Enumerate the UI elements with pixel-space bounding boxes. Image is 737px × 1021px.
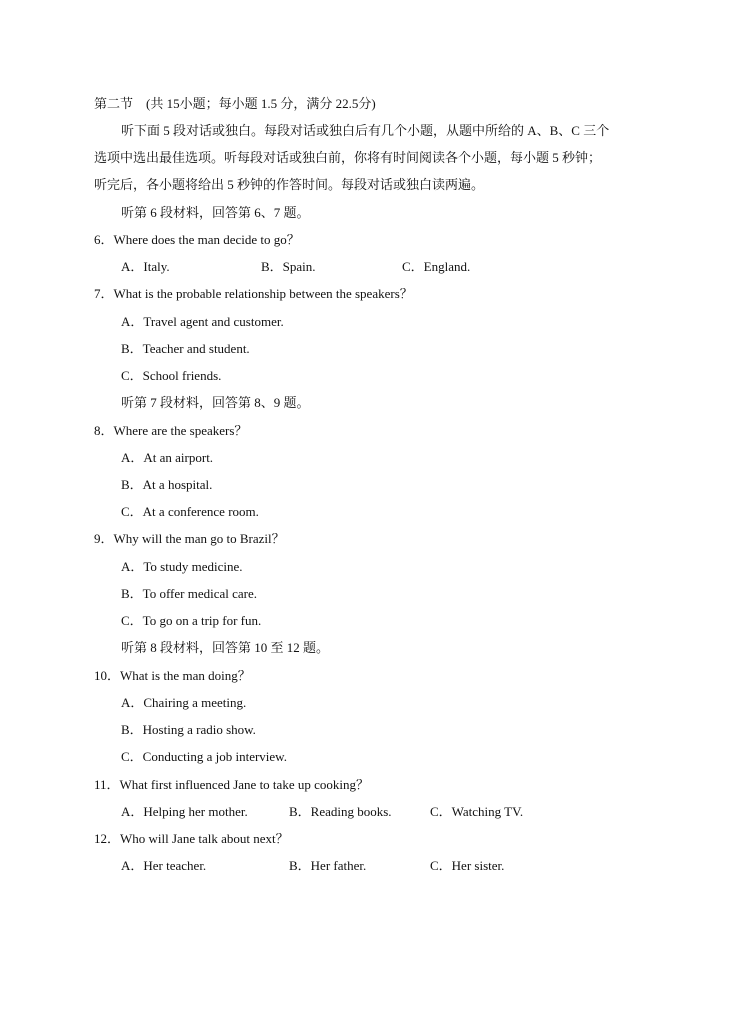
question-7: 7．What is the probable relationship between the speakers？: [94, 286, 413, 301]
question-6-option-b: B．Spain.: [261, 259, 316, 274]
question-10: 10．What is the man doing？: [94, 668, 251, 683]
question-7-option-a: A．Travel agent and customer.: [121, 314, 284, 329]
question-9: 9．Why will the man go to Brazil？: [94, 531, 285, 546]
question-8: 8．Where are the speakers？: [94, 423, 248, 438]
material-8-intro: 听第 8 段材料，回答第 10 至 12 题。: [121, 640, 330, 655]
question-12-option-b: B．Her father.: [289, 858, 367, 873]
question-8-option-a: A．At an airport.: [121, 450, 214, 465]
question-11-option-a: A．Helping her mother.: [121, 804, 248, 819]
question-9-option-a: A．To study medicine.: [121, 559, 243, 574]
question-11: 11．What first influenced Jane to take up cooking？: [94, 777, 369, 792]
section-heading: 第二节 (共 15小题；每小题 1.5 分，满分 22.5分): [94, 96, 376, 111]
question-10-option-b: B．Hosting a radio show.: [121, 722, 256, 737]
question-7-option-b: B．Teacher and student.: [121, 341, 250, 356]
question-6: 6．Where does the man decide to go？: [94, 232, 300, 247]
question-11-option-b: B．Reading books.: [289, 804, 392, 819]
instructions-line-3: 听完后，各小题将给出 5 秒钟的作答时间。每段对话或独白读两遍。: [94, 177, 485, 192]
question-9-option-b: B．To offer medical care.: [121, 586, 258, 601]
question-10-option-a: A．Chairing a meeting.: [121, 695, 247, 710]
question-10-option-c: C．Conducting a job interview.: [121, 749, 287, 764]
material-7-intro: 听第 7 段材料，回答第 8、9 题。: [121, 395, 310, 410]
question-12-option-a: A．Her teacher.: [121, 858, 207, 873]
question-6-option-c: C．England.: [402, 259, 471, 274]
question-12: 12．Who will Jane talk about next？: [94, 831, 289, 846]
question-8-option-b: B．At a hospital.: [121, 477, 213, 492]
question-11-option-c: C．Watching TV.: [430, 804, 524, 819]
instructions-line-2: 选项中选出最佳选项。听每段对话或独白前，你将有时间阅读各个小题，每小题 5 秒钟；: [94, 150, 602, 165]
material-6-intro: 听第 6 段材料，回答第 6、7 题。: [121, 205, 310, 220]
instructions-line-1: 听下面 5 段对话或独白。每段对话或独白后有几个小题，从题中所给的 A、B、C 三个: [121, 123, 610, 138]
question-6-option-a: A．Italy.: [121, 259, 170, 274]
question-7-option-c: C．School friends.: [121, 368, 222, 383]
question-12-option-c: C．Her sister.: [430, 858, 505, 873]
question-8-option-c: C．At a conference room.: [121, 504, 259, 519]
question-9-option-c: C．To go on a trip for fun.: [121, 613, 262, 628]
